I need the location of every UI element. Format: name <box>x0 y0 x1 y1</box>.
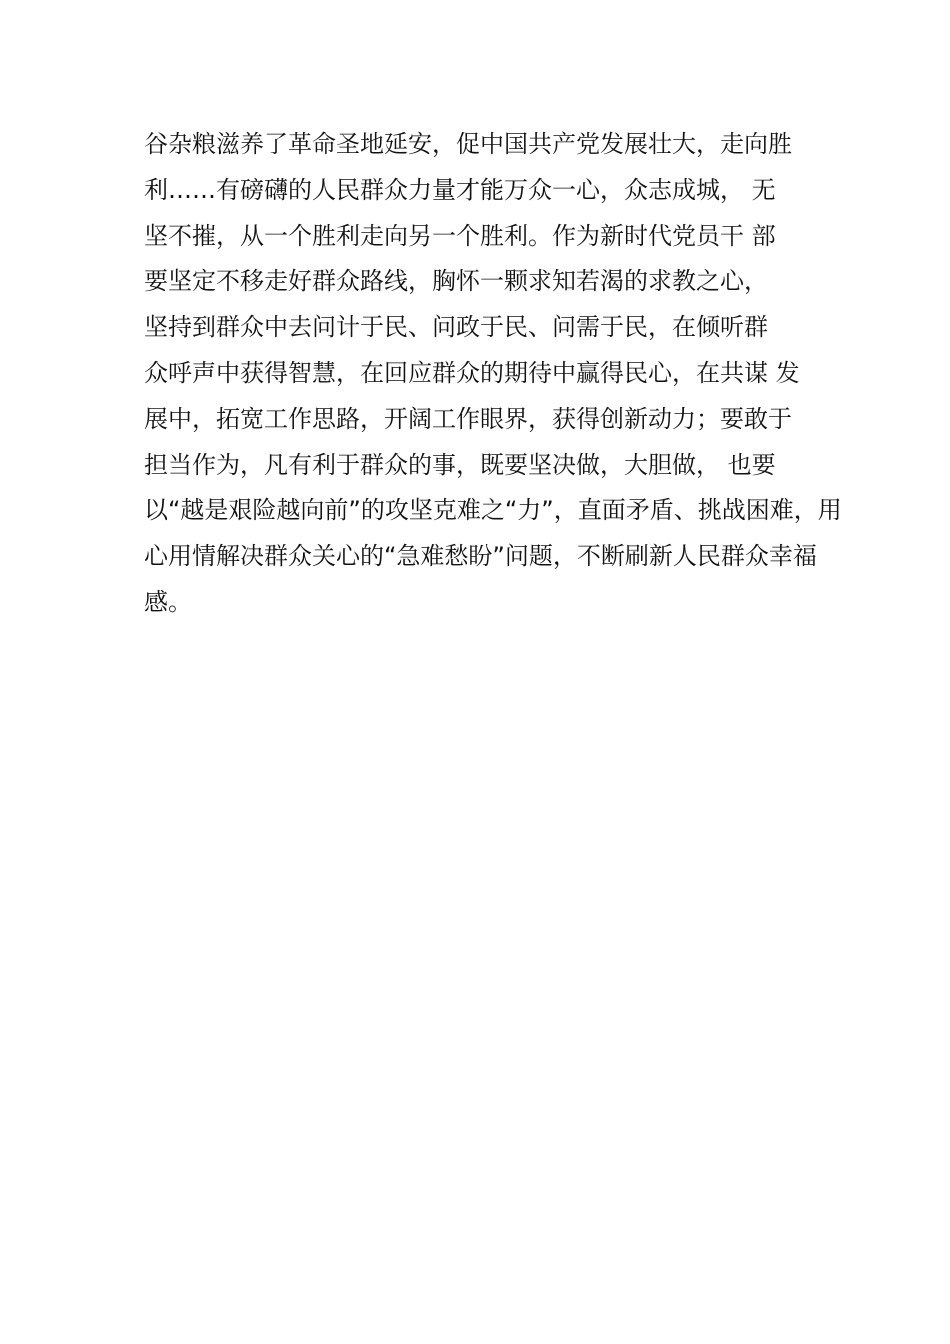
paragraph-line: 利……有磅礴的人民群众力量才能万众一心，众志成城， 无 <box>144 175 776 204</box>
paragraph-line: 要坚定不移走好群众路线，胸怀一颗求知若渴的求教之心， <box>144 267 768 296</box>
paragraph-line: 众呼声中获得智慧，在回应群众的期待中赢得民心，在共谋 发 <box>144 358 800 387</box>
paragraph-line: 感。 <box>144 587 192 616</box>
paragraph-line: 展中，拓宽工作思路，开阔工作眼界，获得创新动力；要敢于 <box>144 404 792 433</box>
paragraph-line: 担当作为，凡有利于群众的事，既要坚决做，大胆做， 也要 <box>144 450 776 479</box>
paragraph-line: 坚持到群众中去问计于民、问政于民、问需于民，在倾听群 <box>144 313 768 342</box>
paragraph-line: 以“越是艰险越向前”的攻坚克难之“力”，直面矛盾、挑战困难，用 <box>144 496 842 525</box>
paragraph-line: 心用情解决群众关心的“急难愁盼”问题，不断刷新人民群众幸福 <box>144 542 817 571</box>
paragraph-line: 坚不摧，从一个胜利走向另一个胜利。作为新时代党员干 部 <box>144 221 776 250</box>
paragraph-line: 谷杂粮滋养了革命圣地延安，促中国共产党发展壮大，走向胜 <box>144 130 792 158</box>
body-paragraph <box>144 122 844 626</box>
